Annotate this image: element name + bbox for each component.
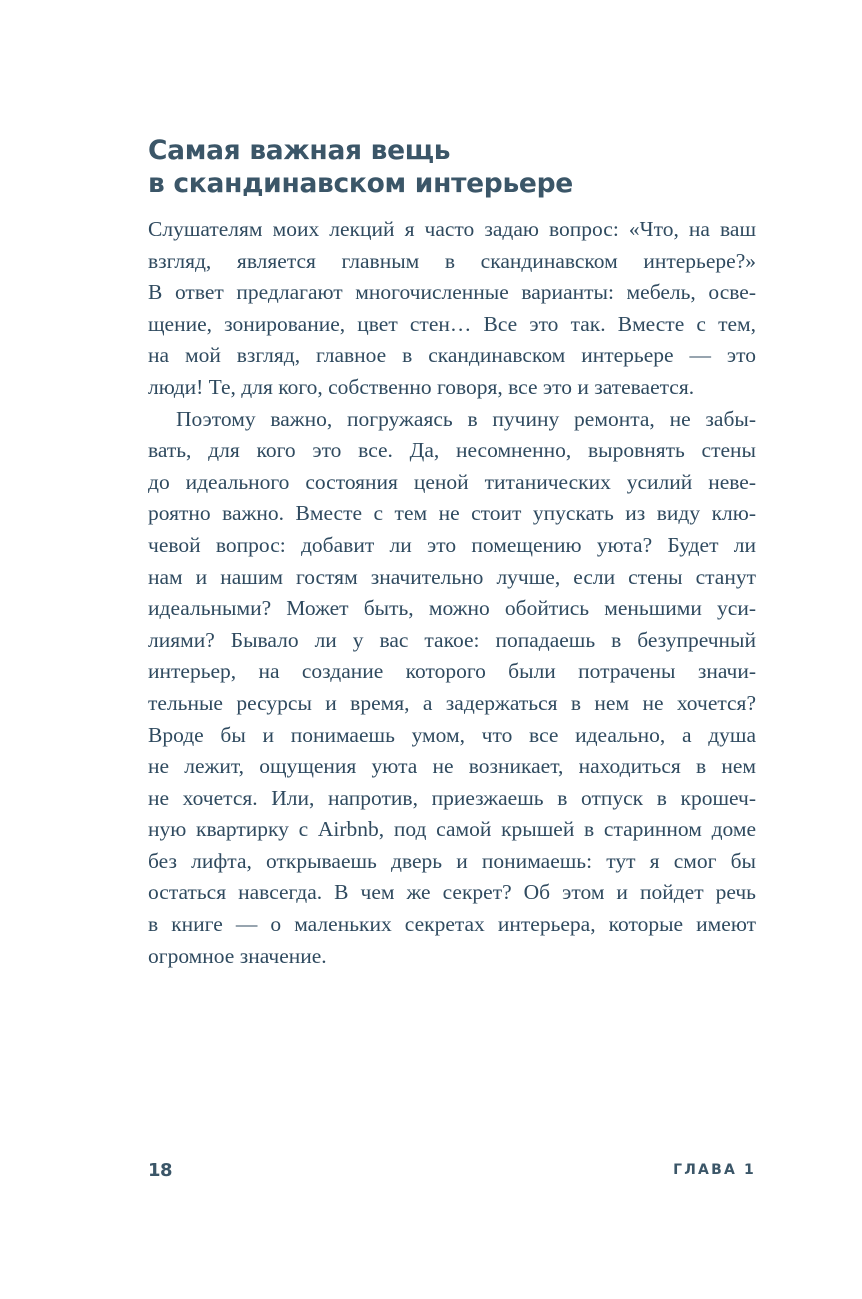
section-heading-line-2: в скандинавском интерьере <box>148 168 573 199</box>
page-number: 18 <box>148 1160 173 1181</box>
text-line: люди! Те, для кого, собственно говоря, все это и затевается. <box>148 374 695 399</box>
text-line: лиями? Бывало ли у вас такое: попадаешь в безупречный <box>148 627 756 652</box>
chapter-label: ГЛАВА 1 <box>673 1162 756 1178</box>
text-line: идеальными? Может быть, можно обойтись меньшими уси- <box>148 596 756 621</box>
text-line: в книге — о маленьких секретах интерьера, которые имеют <box>148 912 756 937</box>
text-line: Вроде бы и понимаешь умом, что все идеально, а душа <box>148 722 756 747</box>
text-line: тельные ресурсы и время, а задержаться в нем не хочется? <box>148 690 756 715</box>
text-line: без лифта, открываешь дверь и понимаешь: тут я смог бы <box>148 848 756 873</box>
text-line: чевой вопрос: добавит ли это помещению уюта? Будет ли <box>148 532 756 557</box>
text-line: интерьер, на создание которого были потрачены значи- <box>148 659 756 684</box>
text-line: взгляд, является главным в скандинавском интерьере?» <box>148 248 756 273</box>
page-footer <box>148 1160 756 1184</box>
text-line: до идеального состояния ценой титанических усилий неве- <box>148 469 756 494</box>
body-text <box>148 214 756 972</box>
text-line: вать, для кого это все. Да, несомненно, выровнять стены <box>148 438 756 463</box>
text-line: Слушателям моих лекций я часто задаю вопрос: «Что, на ваш <box>148 217 756 241</box>
text-line: Поэтому важно, погружаясь в пучину ремонта, не забы- <box>176 406 756 431</box>
text-line: ную квартирку с Airbnb, под самой крышей в старинном доме <box>148 817 756 842</box>
text-line: нам и нашим гостям значительно лучше, если стены станут <box>148 564 756 589</box>
text-line: не хочется. Или, напротив, приезжаешь в отпуск в крошеч- <box>148 785 756 810</box>
text-line: В ответ предлагают многочисленные варианты: мебель, осве- <box>148 280 756 305</box>
section-heading-line-1: Самая важная вещь <box>148 135 451 166</box>
text-line: не лежит, ощущения уюта не возникает, находиться в нем <box>148 754 756 779</box>
text-line: остаться навсегда. В чем же секрет? Об этом и пойдет речь <box>148 880 756 905</box>
text-line: на мой взгляд, главное в скандинавском интерьере — это <box>148 343 756 368</box>
text-line: роятно важно. Вместе с тем не стоит упускать из виду клю- <box>148 501 756 526</box>
section-heading <box>148 134 768 200</box>
text-line: огромное значение. <box>148 943 327 968</box>
text-line: щение, зонирование, цвет стен… Все это так. Вместе с тем, <box>148 311 756 336</box>
